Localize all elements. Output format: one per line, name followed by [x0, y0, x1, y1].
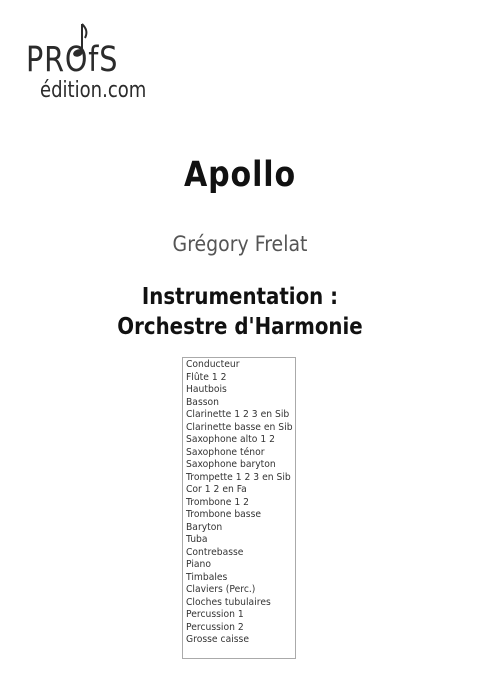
list-item: Clarinette 1 2 3 en Sib: [186, 409, 290, 420]
instrumentation-heading: [34, 282, 447, 342]
list-item: Saxophone baryton: [186, 459, 276, 470]
page-title: Apollo: [183, 155, 296, 195]
list-item: Cloches tubulaires: [186, 596, 271, 608]
profs-edition-logo: [22, 22, 172, 104]
parts-list: [186, 359, 295, 647]
list-item: Clarinette basse en Sib: [186, 421, 293, 433]
list-item: Trombone basse: [186, 509, 262, 520]
list-item: Timbales: [186, 571, 228, 583]
list-item: Trombone 1 2: [186, 496, 249, 508]
list-item: Baryton: [186, 521, 223, 533]
ensemble-name: Orchestre d'Harmonie: [117, 314, 363, 340]
list-item: Trompette 1 2 3 en Sib: [186, 471, 291, 483]
list-item: Cor 1 2 en Fa: [186, 484, 247, 495]
list-item: Tuba: [186, 534, 208, 545]
list-item: Saxophone ténor: [186, 446, 265, 458]
logo-subtitle: édition.com: [40, 78, 147, 103]
composer-name: Grégory Frelat: [172, 232, 308, 256]
parts-list-box: [182, 357, 296, 659]
list-item: Basson: [186, 396, 220, 408]
list-item: Grosse caisse: [186, 634, 250, 645]
list-item: Percussion 1: [186, 609, 244, 620]
list-item: Claviers (Perc.): [186, 584, 256, 595]
logo-brand: PROfS: [26, 40, 119, 80]
instrumentation-label: Instrumentation :: [141, 284, 339, 310]
list-item: Contrebasse: [186, 546, 244, 558]
list-item: Saxophone alto 1 2: [186, 434, 275, 445]
list-item: Piano: [186, 559, 212, 570]
list-item: Conducteur: [186, 359, 240, 370]
list-item: Flûte 1 2: [186, 371, 227, 383]
list-item: Percussion 2: [186, 621, 244, 633]
list-item: Hautbois: [186, 384, 227, 395]
